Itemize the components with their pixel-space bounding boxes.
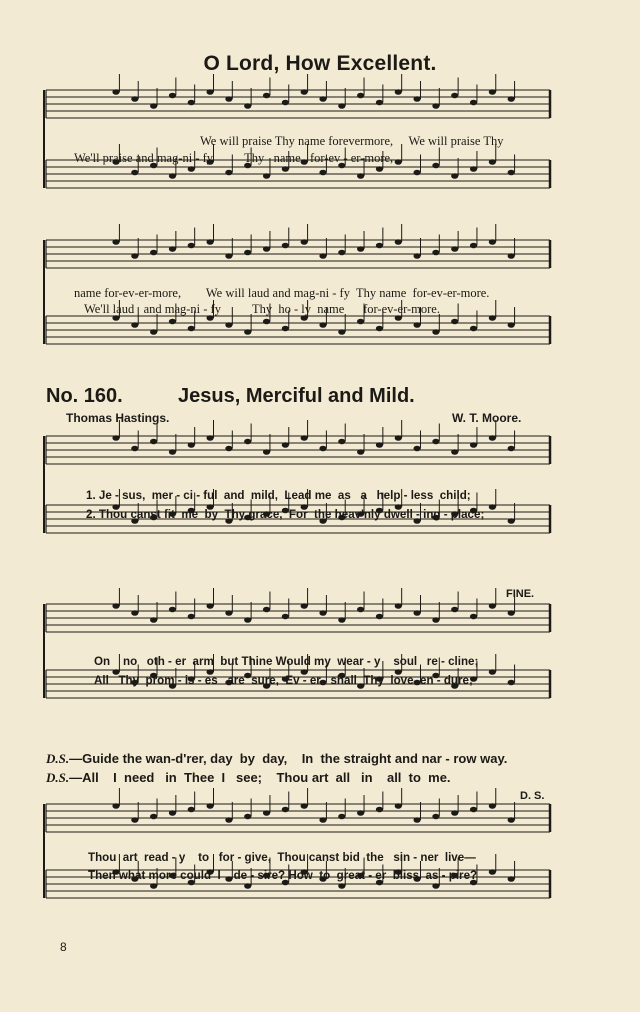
composer-credit: W. T. Moore. [452,411,522,425]
ds-marker: D. S. [520,790,545,802]
fine-marker: FINE. [506,588,535,600]
hymn-title-o-lord: O Lord, How Excellent. [203,52,437,75]
page-number: 8 [60,940,67,954]
lyric-line: We'll laud and mag-ni - fy Thy ho - ly name for-ev-er-more. [84,302,440,316]
lyric-line: We'll praise and mag-ni - fy Thy name for-ev - er-more, [74,151,394,165]
ds-line: D.S.—All I need in Thee I see; Thou art all in all to me. [46,770,451,785]
verse-line: Then what more could I de - sire? How to great - er bliss as - pire? [88,869,478,882]
verse-line: All Thy prom - is - es are sure, Ev - er shall Thy love en - dure; [94,674,473,687]
ds-line: D.S.—Guide the wan-d'rer, day by day, In the straight and nar - row way. [46,751,508,766]
verse-line: 1. Je - sus, mer - ci - ful and mild, Lead me as a help - less child; [86,489,471,502]
verse-line: Thou art read - y to for - give, Thou canst bid the sin - ner live— [88,851,476,864]
verse-line: 2. Thou canst fit me by Thy grace, For the heav'nly dwell - ing - place; [86,508,485,521]
hymn-title-jesus: Jesus, Merciful and Mild. [178,385,415,407]
verse-line: On no oth - er arm but Thine Would my wear - y soul re - cline; [94,655,479,668]
lyricist-credit: Thomas Hastings. [66,411,170,425]
lyric-line: We will praise Thy name forevermore, We will praise Thy [200,134,504,148]
hymn-number: No. 160. [46,385,123,407]
lyric-line: name for-ev-er-more, We will laud and mag-ni - fy Thy name for-ev-er-more. [74,286,490,300]
